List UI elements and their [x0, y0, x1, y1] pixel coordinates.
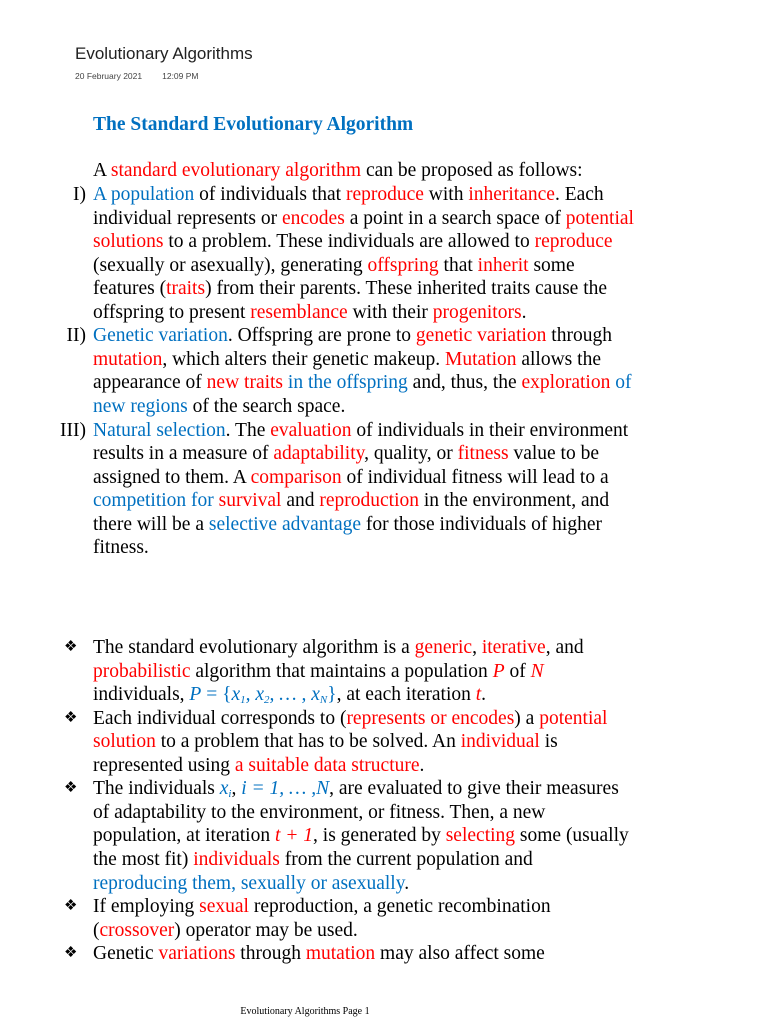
text-run: ) a	[514, 707, 540, 729]
text-run: If employing	[93, 896, 200, 918]
text-run: of	[504, 660, 531, 682]
list-item-line	[93, 207, 634, 231]
text-run: , are evaluated to give their measures	[329, 778, 619, 800]
text-run: i = 1, … ,N	[241, 778, 330, 800]
text-run: individual represents or	[93, 207, 282, 229]
text-run: offspring	[367, 254, 439, 276]
intro-highlight: standard evolutionary algorithm	[110, 160, 362, 181]
bullet-line	[93, 754, 424, 778]
text-run: for those individuals of higher	[361, 513, 602, 535]
text-run: in the environment, and	[419, 490, 610, 512]
list-item-line	[93, 230, 613, 254]
text-run: individual	[460, 731, 540, 753]
text-run: features (	[93, 278, 167, 300]
bullet-line	[93, 824, 629, 848]
list-item-line	[93, 254, 575, 278]
list-item-line	[93, 536, 149, 560]
text-run: x	[231, 684, 241, 706]
page-date: 20 February 2021	[75, 71, 143, 81]
text-run: The individuals	[93, 778, 220, 800]
text-run: ,	[472, 637, 482, 658]
list-item-line	[93, 348, 601, 372]
text-run: = {	[201, 684, 232, 706]
text-run: .	[419, 754, 425, 776]
bullet-icon: ❖	[64, 780, 78, 797]
text-run: is	[539, 731, 558, 753]
text-run: , which alters their genetic makeup.	[162, 348, 445, 370]
text-run: the most fit)	[93, 848, 194, 870]
section-heading: The Standard Evolutionary Algorithm	[93, 114, 414, 135]
page-title: Evolutionary Algorithms	[75, 44, 253, 63]
text-run: of individual fitness will lead to a	[341, 466, 609, 488]
text-run: , … ,	[269, 684, 312, 706]
text-run: through	[546, 325, 612, 347]
text-run: inheritance	[468, 184, 555, 205]
text-run: ,	[231, 778, 242, 800]
text-run: fitness	[457, 443, 509, 465]
bullet-line	[93, 660, 544, 684]
bullet-icon: ❖	[64, 709, 78, 726]
text-run: survival	[218, 490, 282, 512]
list-item-line	[93, 442, 599, 466]
text-run: N	[530, 660, 544, 682]
text-run: with their	[347, 301, 433, 323]
text-run: to a problem that has to be solved. An	[155, 731, 461, 753]
text-run: selective advantage	[208, 513, 361, 535]
text-run: comparison	[250, 466, 342, 488]
text-run: .	[404, 872, 410, 894]
text-run: a suitable data structure	[234, 754, 420, 776]
text-run: sexual	[199, 896, 249, 918]
bullet-line	[93, 942, 545, 966]
text-run: variations	[158, 943, 236, 965]
bullet-line	[93, 707, 607, 731]
text-run: value to be	[508, 443, 599, 465]
list-numeral: I)	[73, 184, 86, 205]
bullet-line	[93, 895, 551, 919]
text-run: Each individual corresponds to (	[93, 707, 347, 729]
text-run: ) operator may be used.	[174, 919, 358, 941]
bullet-line	[93, 872, 409, 896]
text-run: allows the	[516, 348, 601, 370]
text-run: , at each iteration	[336, 684, 476, 706]
text-run: }	[327, 684, 337, 706]
text-run: 1	[240, 694, 246, 707]
intro-text-c: can be proposed as follows:	[361, 160, 583, 181]
text-run: Genetic variation	[93, 325, 228, 347]
text-run: solutions	[93, 231, 164, 253]
text-run: to a problem. These individuals are allowed to	[163, 231, 535, 253]
bullet-line	[93, 801, 545, 825]
text-run: results in a measure of	[93, 443, 274, 465]
text-run: potential	[539, 707, 608, 729]
bullet-icon: ❖	[64, 639, 78, 655]
text-run: traits	[166, 278, 206, 300]
text-run: represents or encodes	[346, 707, 515, 729]
text-run: ,	[245, 684, 256, 706]
text-run: individuals,	[93, 684, 190, 706]
text-run: . Each	[554, 184, 604, 205]
text-run: , quality, or	[364, 443, 458, 465]
text-run: i	[228, 788, 232, 801]
text-run: population, at iteration	[93, 825, 275, 847]
list-item-line	[93, 513, 602, 537]
text-run: x	[219, 778, 229, 800]
text-run: represented using	[93, 754, 235, 776]
text-run: (sexually or asexually), generating	[93, 254, 368, 276]
list-numeral: II)	[66, 325, 86, 347]
text-run: P	[189, 684, 202, 706]
list-item-line	[93, 301, 526, 325]
text-run: generic	[414, 637, 473, 658]
text-run: resemblance	[250, 301, 348, 323]
text-run: new regions	[93, 395, 188, 417]
bullet-line	[93, 730, 558, 754]
list-item-line	[93, 395, 345, 419]
text-run: and, thus, the	[407, 372, 522, 394]
text-run: t	[475, 684, 482, 706]
text-run: some (usually	[515, 825, 629, 847]
text-run: probabilistic	[93, 660, 191, 682]
intro-text-a: A	[93, 160, 111, 181]
bullet-line	[93, 636, 584, 660]
text-run: may also affect some	[375, 943, 545, 965]
text-run: appearance of	[93, 372, 207, 394]
text-run: x	[311, 684, 320, 706]
text-run: Mutation	[444, 348, 517, 370]
bullet-line	[93, 848, 533, 872]
text-run: a point in a search space of	[344, 207, 566, 229]
text-run: reproduce	[345, 184, 424, 205]
list-item-line	[93, 183, 604, 207]
text-run: crossover	[99, 919, 175, 941]
text-run: .	[481, 684, 487, 706]
list-item-line	[93, 466, 609, 490]
intro-line	[93, 159, 583, 183]
text-run: of adaptability to the environment, or fitness. Then, a new	[93, 801, 546, 823]
text-run: new traits	[206, 372, 284, 394]
text-run: competition for	[93, 490, 219, 512]
text-run: fitness.	[93, 537, 149, 559]
text-run: P	[492, 660, 505, 682]
text-run: individuals	[193, 848, 280, 870]
text-run: , and	[545, 637, 584, 658]
text-run: x	[255, 684, 265, 706]
text-run: iterative	[481, 637, 546, 658]
text-run: .	[521, 301, 527, 323]
text-run: A population	[93, 184, 195, 205]
text-run: adaptability	[273, 443, 365, 465]
text-run: exploration	[521, 372, 611, 394]
text-run: ) from their parents. These inherited traits cause the	[205, 278, 608, 300]
text-run: inherit	[477, 254, 529, 276]
text-run: evaluation	[270, 419, 352, 441]
bullet-line	[93, 777, 619, 801]
text-run: mutation	[93, 348, 163, 370]
text-run: of individuals that	[194, 184, 346, 205]
page-meta	[75, 71, 199, 81]
text-run: reproduce	[534, 231, 613, 253]
text-run: . The	[225, 419, 271, 441]
text-run: in the offspring	[283, 372, 408, 394]
text-run: potential	[565, 207, 634, 229]
text-run: mutation	[305, 943, 376, 965]
list-numeral: III)	[60, 419, 86, 441]
text-run: there will be a	[93, 513, 209, 535]
text-run: reproduction, a genetic recombination	[248, 896, 551, 918]
text-run: that	[438, 254, 478, 276]
text-run: N	[319, 694, 328, 707]
list-item-line	[93, 324, 612, 348]
page-time: 12:09 PM	[162, 71, 199, 81]
text-run: with	[423, 184, 469, 205]
list-item-line	[93, 419, 628, 443]
text-run: of the search space.	[187, 395, 346, 417]
text-run: offspring to present	[93, 301, 251, 323]
bullet-line	[93, 683, 486, 707]
text-run: and	[281, 490, 320, 512]
text-run: reproducing them, sexually or asexually	[93, 872, 405, 894]
text-run: selecting	[445, 825, 516, 847]
list-item-line	[93, 277, 607, 301]
text-run: Natural selection	[93, 419, 226, 441]
text-run: genetic variation	[415, 325, 547, 347]
text-run: from the current population and	[279, 848, 533, 870]
text-run: t + 1	[274, 825, 314, 847]
bullet-line	[93, 919, 358, 943]
text-run: algorithm that maintains a population	[190, 660, 493, 682]
list-item-line	[93, 371, 631, 395]
text-run: of	[610, 372, 632, 394]
list-item-line	[93, 489, 609, 513]
text-run: some	[528, 254, 575, 276]
text-run: . Offspring are prone to	[227, 325, 416, 347]
bullet-icon: ❖	[64, 945, 78, 962]
text-run: through	[235, 943, 306, 965]
text-run: (	[93, 919, 100, 941]
text-run: solution	[93, 731, 156, 753]
text-run: of individuals in their environment	[351, 419, 629, 441]
text-run: 2	[264, 694, 270, 707]
page-footer: Evolutionary Algorithms Page 1	[240, 1006, 370, 1017]
text-run: , is generated by	[313, 825, 446, 847]
text-run: encodes	[282, 207, 345, 229]
text-run: The standard evolutionary algorithm is a	[93, 637, 415, 658]
text-run: progenitors	[432, 301, 522, 323]
text-run: reproduction	[319, 490, 420, 512]
text-run: Genetic	[93, 943, 159, 965]
bullet-icon: ❖	[64, 898, 78, 915]
text-run: assigned to them. A	[93, 466, 251, 488]
